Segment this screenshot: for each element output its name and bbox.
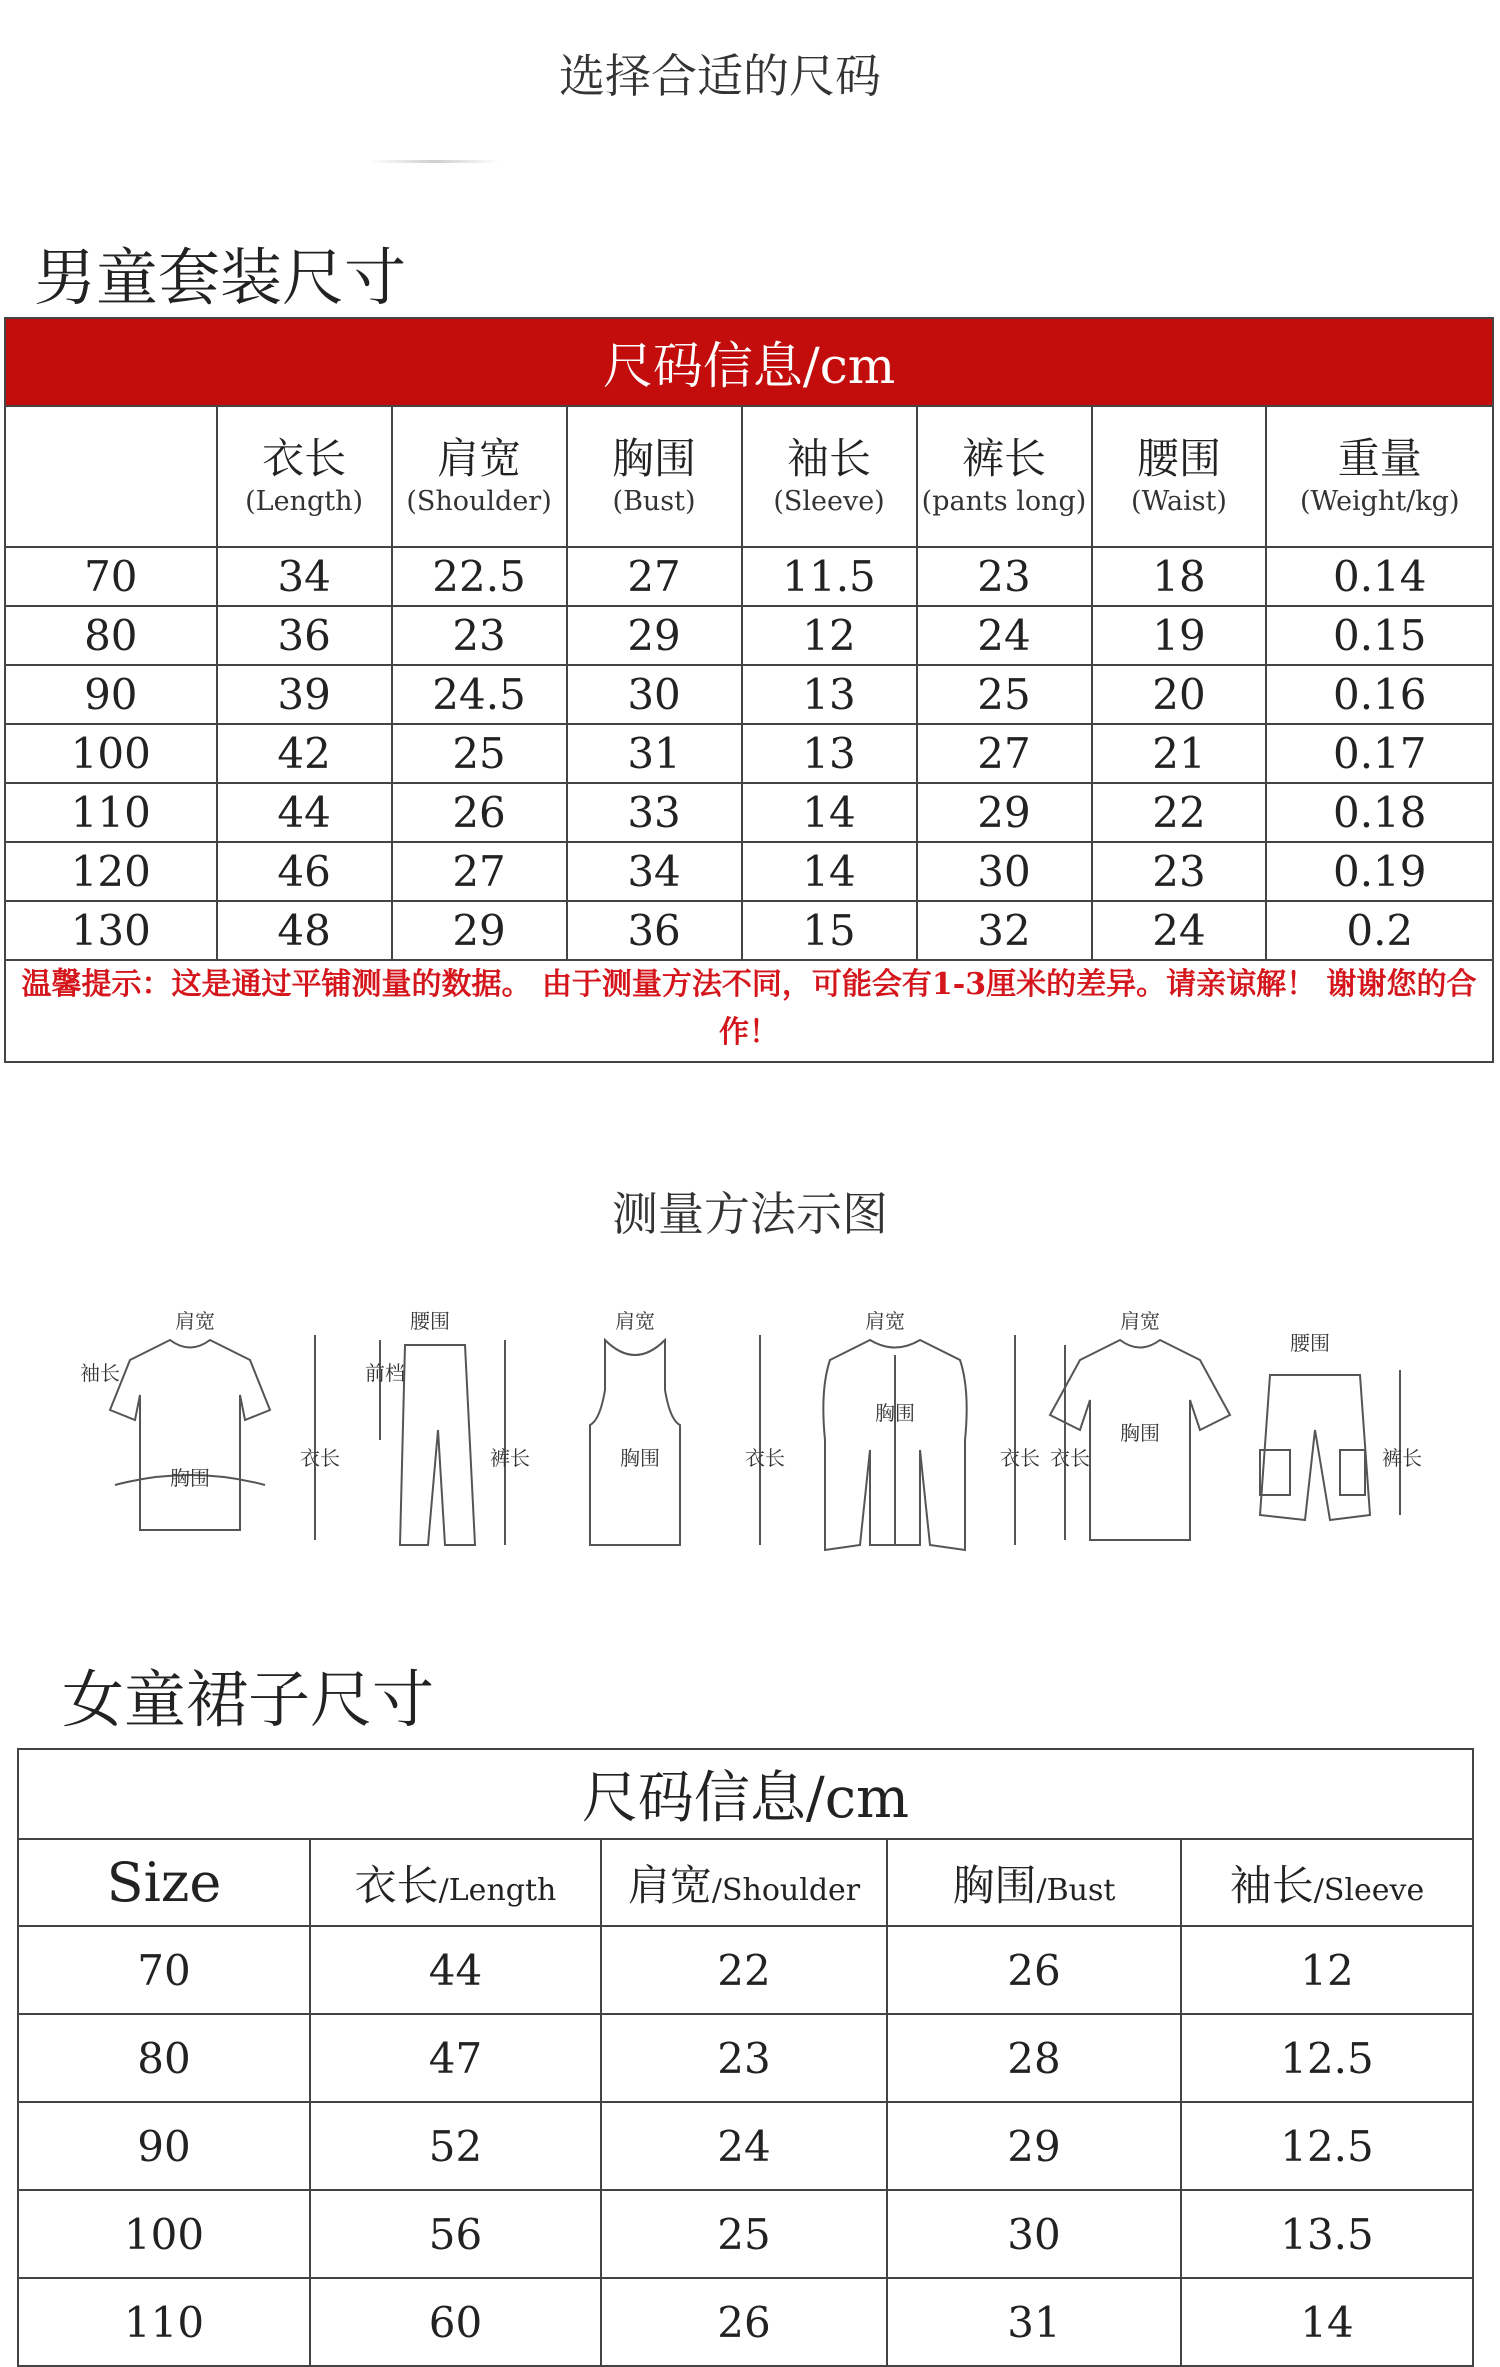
measurement-cell: 36 (567, 901, 742, 960)
column-label-cn: 衣长 (262, 433, 347, 483)
boys-column-header (1266, 407, 1492, 547)
measurement-cell: 19 (1092, 606, 1267, 665)
pants-length-label: 裤长 (490, 1446, 530, 1470)
measurement-cell: 26 (887, 1926, 1181, 2014)
column-label-en: (Shoulder) (406, 485, 552, 517)
measurement-cell: 26 (601, 2278, 887, 2366)
measurement-cell: 34 (567, 842, 742, 901)
table-row (6, 665, 1492, 724)
measurement-cell: 24 (917, 606, 1092, 665)
column-label-cn: 裤长 (962, 433, 1047, 483)
measurement-cell: 44 (217, 783, 392, 842)
size-cell: 90 (6, 665, 217, 724)
measurement-cell: 30 (917, 842, 1092, 901)
measurement-cell: 14 (742, 783, 917, 842)
column-label-en: /Shoulder (711, 1872, 861, 1908)
size-cell: 90 (19, 2102, 310, 2190)
girls-table-banner: 尺码信息/cm (19, 1750, 1472, 1840)
tank-top-outline-icon (590, 1340, 680, 1545)
measurement-cell: 21 (1092, 724, 1267, 783)
measurement-cell: 60 (310, 2278, 601, 2366)
measurement-cell: 22.5 (392, 547, 567, 606)
measurement-cell: 23 (601, 2014, 887, 2102)
measurement-cell: 44 (310, 1926, 601, 2014)
shoulder-label: 肩宽 (175, 1309, 215, 1333)
size-cell: 70 (6, 547, 217, 606)
boys-column-header (6, 407, 217, 547)
measurement-cell: 22 (601, 1926, 887, 2014)
size-cell: 110 (6, 783, 217, 842)
column-label-en: /Length (438, 1872, 557, 1908)
measurement-cell: 56 (310, 2190, 601, 2278)
measurement-cell: 0.15 (1266, 606, 1492, 665)
table-row (6, 547, 1492, 606)
size-cell: 130 (6, 901, 217, 960)
waist-label: 腰围 (410, 1309, 450, 1333)
measurement-cell: 27 (917, 724, 1092, 783)
column-label-cn: 衣长 (354, 1860, 439, 1910)
girls-size-table (17, 1748, 1474, 2367)
boys-warm-tip: 温馨提示：这是通过平铺测量的数据。 由于测量方法不同，可能会有1-3厘米的差异。请亲谅解！ 谢谢您的合作！ (21, 967, 1477, 1050)
boys-column-header (1092, 407, 1267, 547)
pants-length-label: 裤长 (1382, 1446, 1422, 1470)
measurement-cell: 25 (917, 665, 1092, 724)
measurement-diagram-title: 测量方法示图 (612, 1187, 888, 1241)
measurement-cell: 24 (1092, 901, 1267, 960)
measurement-cell: 52 (310, 2102, 601, 2190)
size-cell: 100 (6, 724, 217, 783)
measurement-cell: 27 (567, 547, 742, 606)
measurement-cell: 12.5 (1181, 2014, 1472, 2102)
table-row (6, 901, 1492, 960)
boys-size-grid (6, 407, 1492, 961)
boys-column-header (742, 407, 917, 547)
length-label: 衣长 (1050, 1446, 1090, 1470)
table-row (19, 1926, 1472, 2014)
column-label-cn: 袖长 (787, 433, 872, 483)
measurement-cell: 29 (392, 901, 567, 960)
shoulder-label: 肩宽 (1120, 1309, 1160, 1333)
table-row (6, 606, 1492, 665)
measurement-cell: 15 (742, 901, 917, 960)
column-label-cn: 肩宽 (627, 1860, 712, 1910)
measurement-cell: 36 (217, 606, 392, 665)
measurement-cell: 48 (217, 901, 392, 960)
column-label-cn: 肩宽 (437, 433, 522, 483)
table-row (19, 2014, 1472, 2102)
measurement-cell: 18 (1092, 547, 1267, 606)
boys-column-header (392, 407, 567, 547)
measurement-cell: 20 (1092, 665, 1267, 724)
column-label-en: (Sleeve) (773, 485, 885, 517)
table-row (19, 2190, 1472, 2278)
table-row (19, 2278, 1472, 2366)
measurement-cell: 0.14 (1266, 547, 1492, 606)
size-cell: 120 (6, 842, 217, 901)
measurement-cell: 29 (917, 783, 1092, 842)
size-cell: 70 (19, 1926, 310, 2014)
size-cell: 80 (19, 2014, 310, 2102)
measurement-cell: 0.18 (1266, 783, 1492, 842)
measurement-cell: 42 (217, 724, 392, 783)
measurement-cell: 47 (310, 2014, 601, 2102)
table-row (6, 842, 1492, 901)
measurement-cell: 14 (1181, 2278, 1472, 2366)
girls-column-header (887, 1840, 1181, 1926)
measurement-cell: 23 (917, 547, 1092, 606)
shorts-outline-icon (1260, 1375, 1370, 1520)
boys-section-heading: 男童套装尺寸 (34, 241, 407, 314)
size-cell: 80 (6, 606, 217, 665)
measurement-cell: 13 (742, 724, 917, 783)
measurement-cell: 0.17 (1266, 724, 1492, 783)
boys-size-table (4, 317, 1494, 1063)
column-label-en: (Length) (245, 485, 364, 517)
measurement-cell: 30 (887, 2190, 1181, 2278)
measurement-cell: 27 (392, 842, 567, 901)
boys-column-header (217, 407, 392, 547)
measurement-cell: 24 (601, 2102, 887, 2190)
title-underline (370, 160, 500, 163)
sleeve-label: 袖长 (80, 1361, 120, 1385)
measurement-cell: 23 (392, 606, 567, 665)
measurement-cell: 22 (1092, 783, 1267, 842)
measurement-cell: 31 (887, 2278, 1181, 2366)
column-label-en: (Bust) (612, 485, 696, 517)
measurement-cell: 14 (742, 842, 917, 901)
column-label-en: /Sleeve (1313, 1872, 1425, 1908)
measurement-cell: 12 (742, 606, 917, 665)
tshirt-outline-icon (110, 1340, 270, 1530)
boys-column-header (567, 407, 742, 547)
measurement-cell: 0.19 (1266, 842, 1492, 901)
waist-label: 腰围 (1290, 1331, 1330, 1355)
girls-column-header (310, 1840, 601, 1926)
boys-header-row (6, 407, 1492, 547)
size-column-header: Size (19, 1840, 310, 1926)
measurement-cell: 32 (917, 901, 1092, 960)
shoulder-label: 肩宽 (615, 1309, 655, 1333)
column-label-cn: 胸围 (952, 1860, 1037, 1910)
measurement-cell: 33 (567, 783, 742, 842)
measurement-cell: 24.5 (392, 665, 567, 724)
column-label-cn: 袖长 (1229, 1860, 1314, 1910)
bust-label: 胸围 (170, 1466, 210, 1490)
measurement-cell: 28 (887, 2014, 1181, 2102)
length-label: 衣长 (745, 1446, 785, 1470)
jacket-outline-icon (823, 1340, 966, 1550)
pants-outline-icon (400, 1345, 475, 1545)
girls-column-header (1181, 1840, 1472, 1926)
column-label-cn: 重量 (1337, 433, 1422, 483)
column-label-en: (Weight/kg) (1299, 485, 1460, 517)
measurement-cell: 34 (217, 547, 392, 606)
measurement-cell: 26 (392, 783, 567, 842)
girls-section-heading: 女童裙子尺寸 (62, 1663, 435, 1736)
girls-column-header (601, 1840, 887, 1926)
measurement-cell: 13 (742, 665, 917, 724)
column-label-en: (Waist) (1131, 485, 1227, 517)
measurement-cell: 25 (392, 724, 567, 783)
measurement-cell: 23 (1092, 842, 1267, 901)
measurement-cell: 13.5 (1181, 2190, 1472, 2278)
girls-size-grid (19, 1840, 1472, 2367)
column-label-cn: 腰围 (1136, 433, 1221, 483)
measurement-cell: 31 (567, 724, 742, 783)
size-cell: 110 (19, 2278, 310, 2366)
table-row (6, 724, 1492, 783)
measurement-cell: 30 (567, 665, 742, 724)
bust-label: 胸围 (1120, 1421, 1160, 1445)
shoulder-label: 肩宽 (865, 1309, 905, 1333)
table-row (6, 783, 1492, 842)
boys-column-header (917, 407, 1092, 547)
measurement-cell: 0.16 (1266, 665, 1492, 724)
bust-label: 胸围 (620, 1446, 660, 1470)
measurement-cell: 29 (567, 606, 742, 665)
length-label: 衣长 (1000, 1446, 1040, 1470)
page-title: 选择合适的尺码 (559, 49, 881, 103)
length-label: 衣长 (300, 1446, 340, 1470)
measurement-cell: 12 (1181, 1926, 1472, 2014)
measurement-cell: 25 (601, 2190, 887, 2278)
rise-label: 前档 (365, 1361, 405, 1385)
girls-header-row (19, 1840, 1472, 1926)
measurement-diagram (60, 1300, 1440, 1570)
measurement-cell: 46 (217, 842, 392, 901)
bust-label: 胸围 (875, 1401, 915, 1425)
measurement-cell: 11.5 (742, 547, 917, 606)
column-label-en: (pants long) (921, 485, 1087, 517)
boys-table-banner: 尺码信息/cm (6, 319, 1492, 407)
measurement-cell: 0.2 (1266, 901, 1492, 960)
column-label-en: /Bust (1036, 1872, 1116, 1908)
table-row (19, 2102, 1472, 2190)
measurement-cell: 12.5 (1181, 2102, 1472, 2190)
size-cell: 100 (19, 2190, 310, 2278)
measurement-cell: 29 (887, 2102, 1181, 2190)
measurement-cell: 39 (217, 665, 392, 724)
column-label-cn: 胸围 (612, 433, 697, 483)
